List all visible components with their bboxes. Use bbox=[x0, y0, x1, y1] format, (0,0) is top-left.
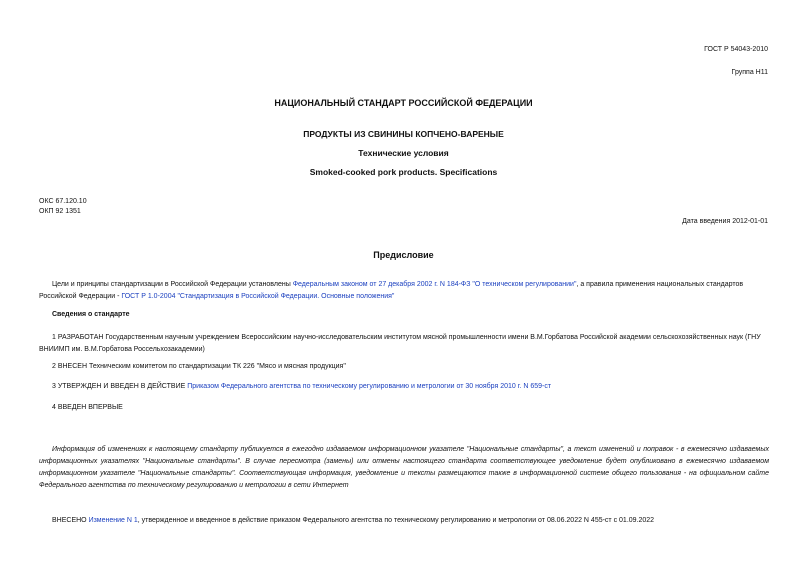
amendment-text: , утвержденное и введенное в действие приказом Федерального агентства по техническому регулированию и метрологии от 08.06.2022 N 455-ст с 01.09.2022 bbox=[137, 517, 655, 524]
product-title: ПРОДУКТЫ ИЗ СВИНИНЫ КОПЧЕНО-ВАРЕНЫЕ bbox=[303, 129, 504, 139]
amendment-link[interactable]: Изменение N 1 bbox=[88, 517, 138, 524]
national-standard-title: НАЦИОНАЛЬНЫЙ СТАНДАРТ РОССИЙСКОЙ ФЕДЕРАЦИИ bbox=[274, 98, 533, 108]
amendment-text: ВНЕСЕНО bbox=[52, 517, 89, 524]
item-1: 1 РАЗРАБОТАН Государственным научным учреждением Всероссийским научно-исследовательским институтом мясной промышленности имени В.М.Горбатова Российской академии сельскохозяйственных наук (ГНУ ВНИИМП им. В.М.Горбатова Россельхозакадемии) bbox=[39, 334, 761, 353]
item-4: 4 ВВЕДЕН ВПЕРВЫЕ bbox=[52, 404, 123, 411]
item-3 bbox=[52, 383, 551, 390]
standardization-link[interactable]: "Стандартизация в Российской Федерации. Основные положения" bbox=[177, 293, 395, 300]
group-code: Группа Н11 bbox=[731, 69, 768, 76]
subtitle: Технические условия bbox=[358, 148, 449, 158]
okp-code: ОКП 92 1351 bbox=[39, 208, 81, 215]
intro-date: Дата введения 2012-01-01 bbox=[682, 218, 768, 225]
amendment-note bbox=[52, 517, 654, 524]
gost-link[interactable]: ГОСТ Р 1.0-2004 bbox=[121, 293, 176, 300]
foreword-text: Цели и принципы стандартизации в Российской Федерации установлены bbox=[52, 281, 293, 288]
info-paragraph: Информация об изменениях к настоящему стандарту публикуется в ежегодно издаваемом информационном указателе "Национальные стандарты", а текст изменений и поправок - в ежемесячно издаваемых информационных указателях "Национальные стандарты". В случае пересмотра (замены) или отмены настоящего стандарта соответствующее уведомление будет опубликовано в ежемесячно издаваемом информационном указателе "Национальные стандарты". Соответствующая информация, уведомление и тексты размещаются также в информационной системе общего пользования - на официальном сайте Федерального агентства по техническому регулированию и метрологии в сети Интернет bbox=[39, 446, 769, 489]
doc-number: ГОСТ Р 54043-2010 bbox=[704, 46, 768, 53]
order-link[interactable]: Приказом Федерального агентства по техническому регулированию и метрологии от 30 ноября 2010 г. N 659-ст bbox=[187, 383, 552, 390]
foreword-heading: Предисловие bbox=[373, 250, 434, 260]
foreword-paragraph bbox=[39, 279, 769, 303]
item-3-text: 3 УТВЕРЖДЕН И ВВЕДЕН В ДЕЙСТВИЕ bbox=[52, 383, 188, 390]
foreword-text: , а правила применения национальных стандартов Российской Федерации - bbox=[39, 281, 744, 300]
english-title: Smoked-cooked pork products. Specifications bbox=[309, 167, 498, 177]
section-heading: Сведения о стандарте bbox=[52, 311, 130, 318]
federal-law-link[interactable]: Федеральным законом от 27 декабря 2002 г. N 184-ФЗ "О техническом регулировании" bbox=[292, 281, 577, 288]
item-2: 2 ВНЕСЕН Техническим комитетом по стандартизации ТК 226 "Мясо и мясная продукция" bbox=[52, 363, 346, 370]
oks-code: ОКС 67.120.10 bbox=[39, 198, 87, 205]
